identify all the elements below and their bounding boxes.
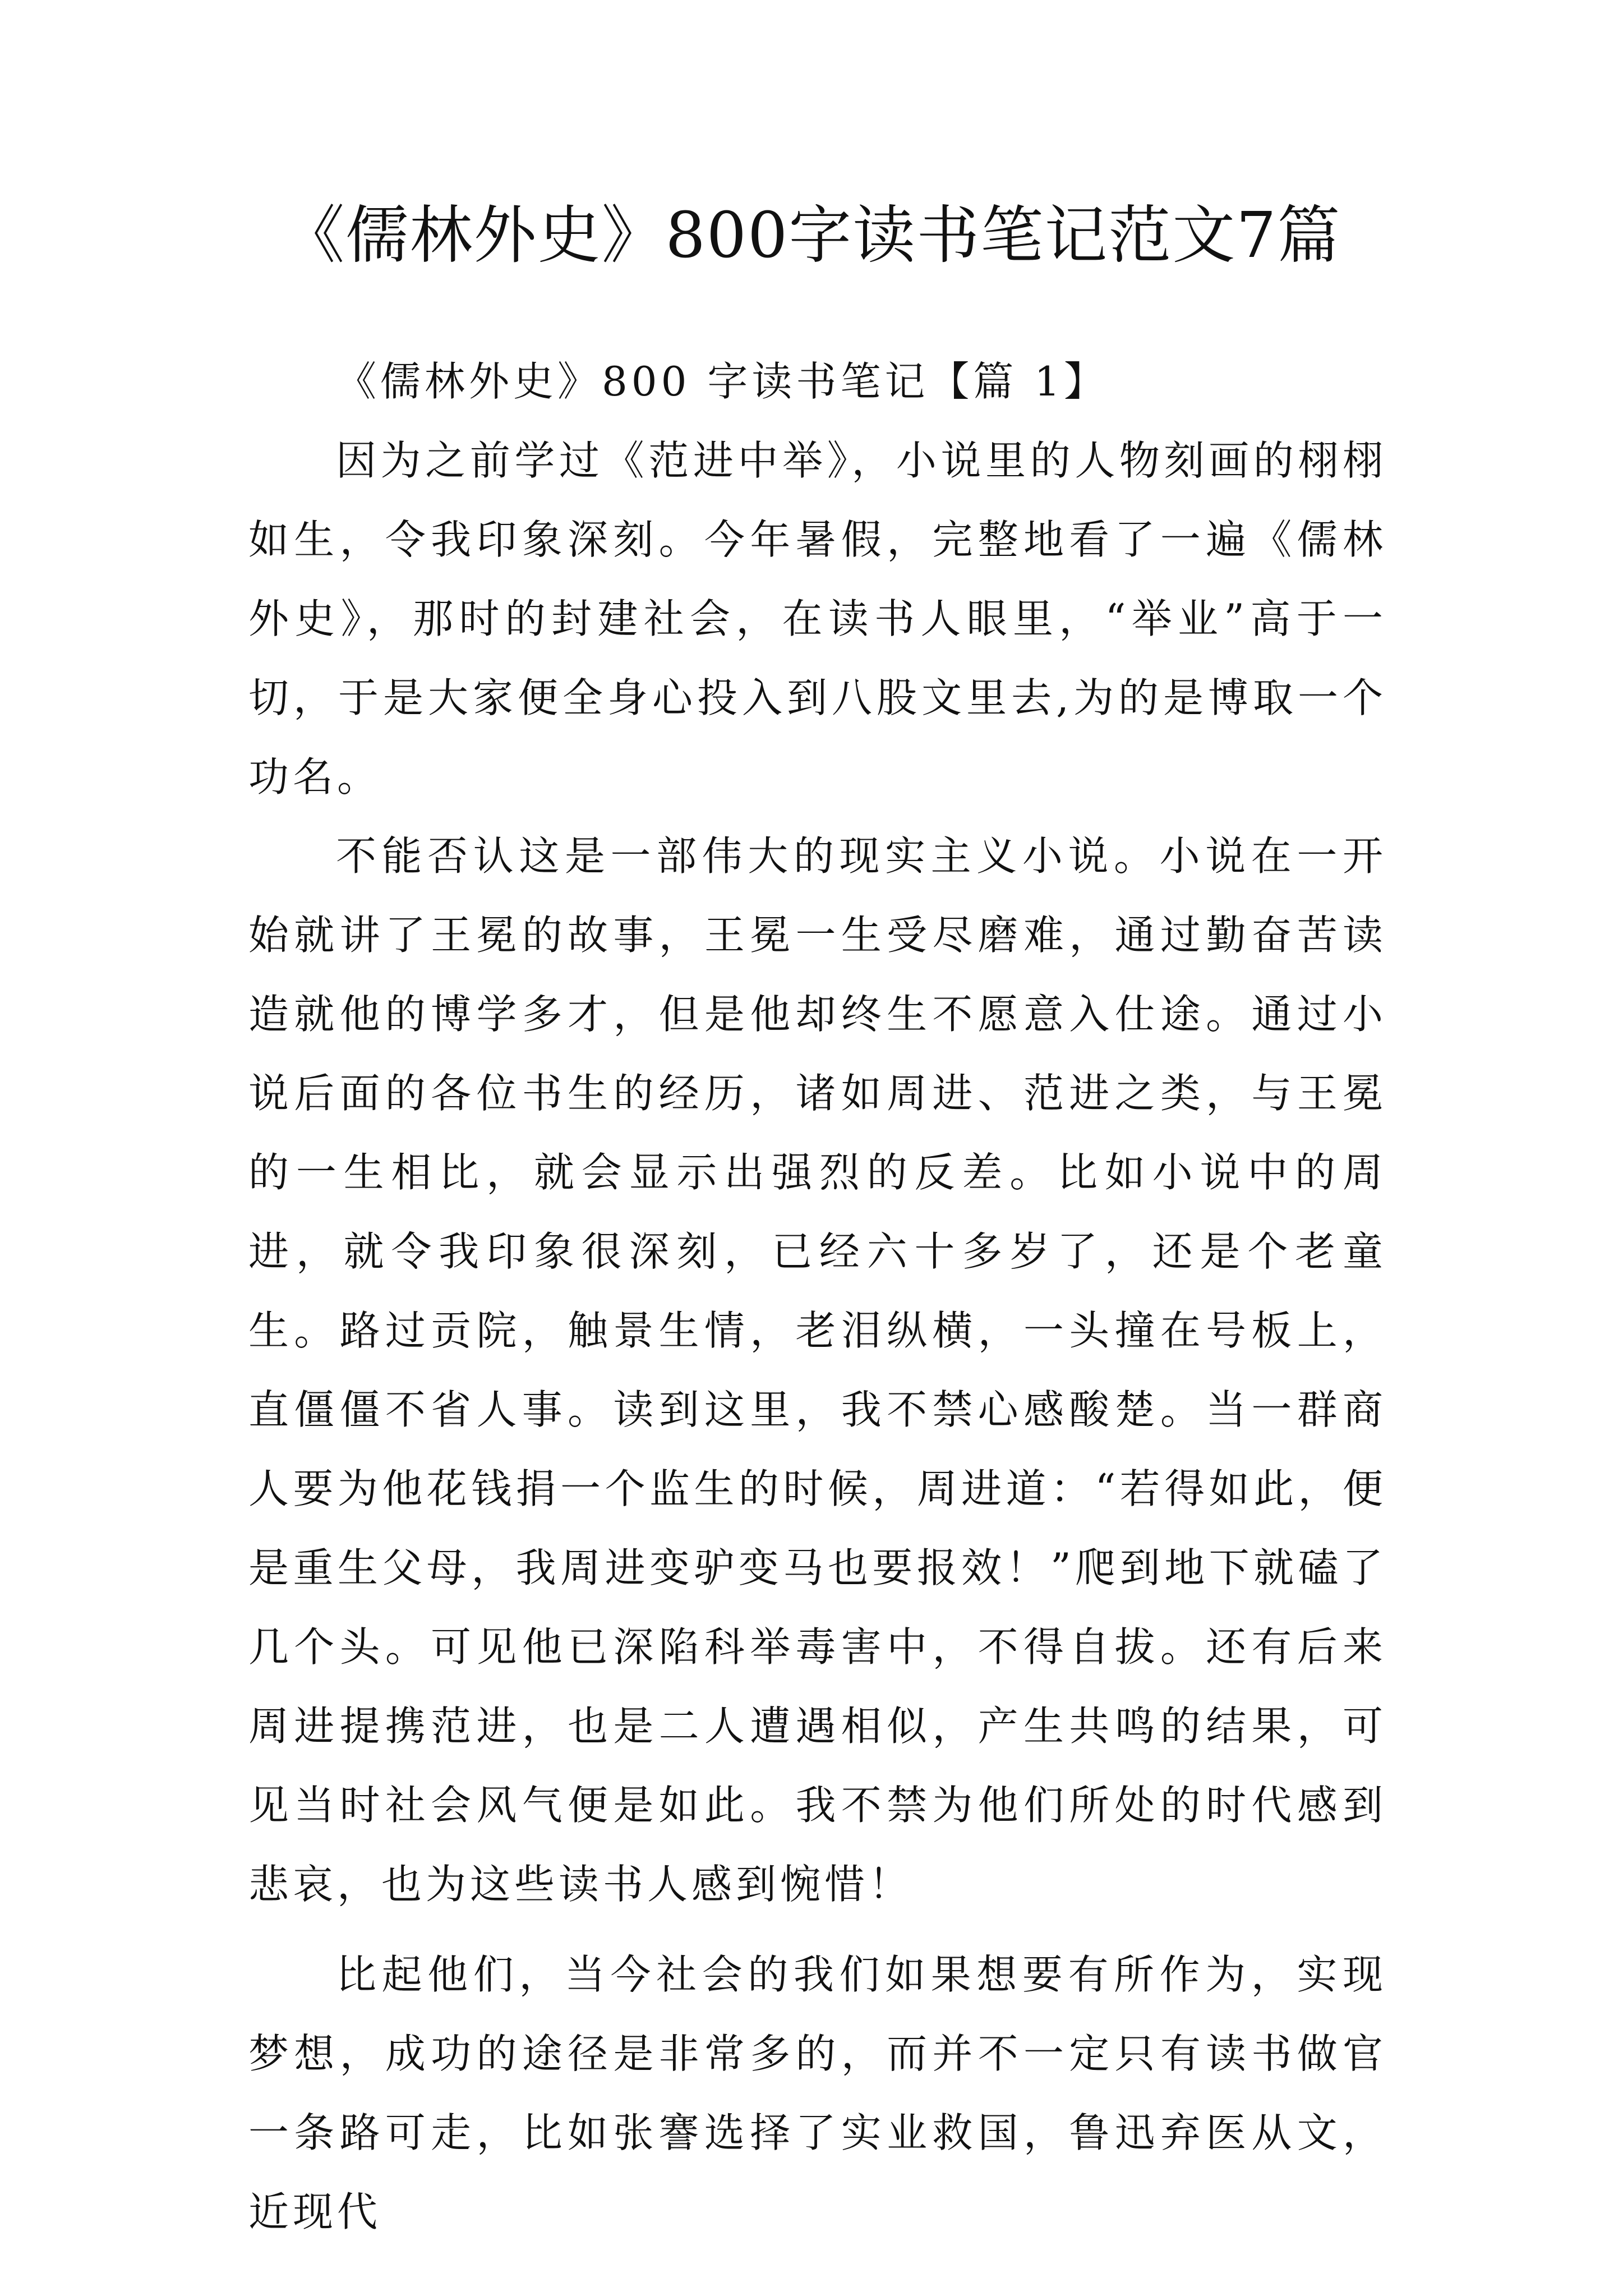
paragraph-1: 因为之前学过《范进中举》，小说里的人物刻画的栩栩如生，令我印象深刻。今年暑假，完整地看了一遍《儒林外史》，那时的封建社会，在读书人眼里，“举业”高于一切，于是大家便全身心投入到八股文里去,为的是博取一个功名。 — [248, 437, 1387, 800]
document-body — [248, 342, 1387, 2252]
paragraph-2: 不能否认这是一部伟大的现实主义小说。小说在一开始就讲了王冕的故事，王冕一生受尽磨难，通过勤奋苦读造就他的博学多才，但是他却终生不愿意入仕途。通过小说后面的各位书生的经历，诸如周进、范进之类，与王冕的一生相比，就会显示出强烈的反差。比如小说中的周进，就令我印象很深刻，已经六十多岁了，还是个老童生。路过贡院，触景生情，老泪纵横，一头撞在号板上，直僵僵不省人事。读到这里，我不禁心感酸楚。当一群商人要为他花钱捐一个监生的时候，周进道：“若得如此，便是重生父母，我周进变驴变马也要报效！”爬到地下就磕了几个头。可见他已深陷科举毒害中，不得自拔。还有后来周进提携范进，也是二人遭遇相似，产生共鸣的结果，可见当时社会风气便是如此。我不禁为他们所处的时代感到悲哀，也为这些读书人感到惋惜！ — [248, 832, 1387, 1908]
section-heading: 《儒林外史》800 字读书笔记【篇 1】 — [336, 358, 1109, 405]
paragraph-3: 比起他们，当今社会的我们如果想要有所作为，实现梦想，成功的途径是非常多的，而并不一定只有读书做官一条路可走，比如张謇选择了实业救国，鲁迅弃医从文，近现代 — [248, 1951, 1387, 2235]
document-title: 《儒林外史》800字读书笔记范文7篇 — [282, 199, 1341, 272]
